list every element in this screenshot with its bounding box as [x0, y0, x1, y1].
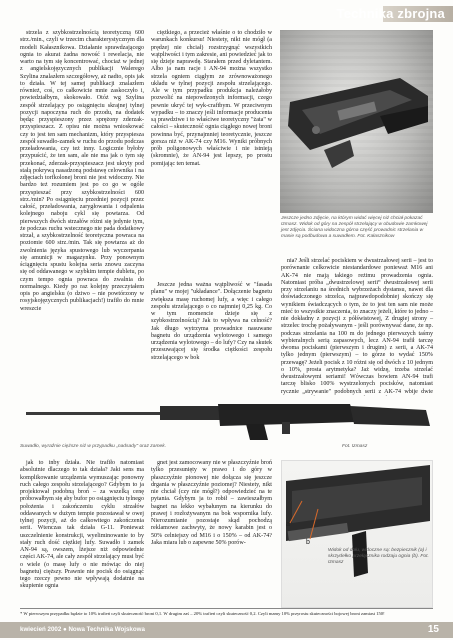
footnote-divider — [20, 608, 433, 609]
mechanism-photo — [280, 30, 433, 213]
underside-photo-caption: Widok od dołu, widoczne są: bezpiecznik (a) i skrzydełko przełącznika rodzaju ognia (b). Fot. Izmasz — [328, 548, 429, 565]
photo-caption-top: Jeszcze jedno zdjęcie, na którym widać więcej niż chciał pokazać Izmasz. Widok od góry na zespół strzelający w obudowie zamkowej jest zdjęcia. Ściana widoczna górna część prowadnic strzelania w masie są podbudowa a suwadłem. Fot. Kałasznikow — [281, 216, 428, 239]
article-text: Jeszcze jedna ważna wątpliwość w "fasada planu" w mojej "układance". Dołączenie bagnetu zwiększa masę ruchomej lufy, a więc i całego zespołu strzelającego o co najmniej 0,25 kg. Co w tym momencie dzieje się z szybkostrzelnością? Jak to wpływa na celność? Jak długo wytrzyma prowadnice nasuwane bagnetu do urządzenia wylotowego i samego urządzenia wylotowego – do lufy? Czy na skutek przesuwającej się środka ciężkości zespołu strzelającego w bok — [151, 282, 272, 361]
grip-shape — [282, 422, 290, 434]
rifle-photo-credit: Fot. Izmasz — [342, 444, 368, 449]
section-title: Technika zbrojna — [336, 6, 445, 21]
rifle-photo — [20, 396, 433, 442]
publication-info: kwiecień 2002 ● Nowa Technika Wojskowa — [20, 626, 145, 633]
footnote: * W pierwszym przypadku będzie to 10% trafień czyli skuteczność broni 0,1. W drugim zaś – 20% trafień czyli skuteczność 0,2. Czyli mamy 10% przyrostu skuteczności bojowej broni zamiast 150! — [20, 611, 385, 616]
magazine-well-shape — [324, 140, 354, 168]
mechanism-illustration — [280, 30, 433, 213]
underside-photo — [281, 460, 433, 608]
stock-shape — [350, 406, 430, 426]
article-text: nia? Jeśli strzelać pociskiem w dwustrzałowej serii – jest to porównanie celkowicie niestandardowe ponieważ M16 ani AK-74 nie mają takiego reżimu prowadzenia ognia. Natomiast próba „dwustrzelowej serii“ dwustrzałowej serii przy strzelaniu na średnich wybrzeżach dystansu, nawet dla doświadczonego strzelca, najprawdopodobniej skończy się wynikiem świadczących o tym, że to jest ten sam nie może mieć to wszystkie znaczenia, to znaczy jeżeli, które to jedno – nie dokładny z pozycji z półświstowej, Z drugiej strony – strzelec trochę pożaływanym - jeśli porównywać dane, że np. podczas strzelania na 100 m do jednego pierwszych taśmy wybieralnych serią zapasowych, lecz AN-94 trafił tarczę dwoma pociskami (pierwszym i drugim) z serii, a AK-74 tylko jednym (pierwszym) – to górze to wydać 150% przewagę? Jeżeli pocisk z 10 różni się od dwóch z 10 jednym o 10%, prosta arytmetyka? Jaż widzę, trzeba strzelać dwustrzałowymi seriami! Wówczas bowiem AN-94 trafi tarczę blisko 100% wystrzelonych pocisków, natomiast rycznie „strywanie" podobnych serii z AK-74 wbije dwie — [281, 258, 433, 395]
article-text: ciężkiego, a przecież właśnie o to chodziło w warunkach konkursu! Niestety, nikt nie mógł (a prędzej nie chciał) rozstrzygnąć wszystkich wątpliwości i tym zakresie, ani powiedzieć jak to się dzieje naprawdę. Starałem przed dyletantem. Albo ja nam racje i AN-94 można wszystko strzela ogniem ciągłym ze zrównoważonego układu w tylnej pozycji zespołu strzelającego. Ale w tym przypadku produkcja należałoby pozwolić na niepowdzonych informacji, czego pewnie ukryć tej wyk-craftbym. W przeciwnym wypadku – to znaczy jeśli informacje producenta są prawdziwe i to właściwe teoretyczny "żata" w całości – skuteczność ognia ciągłego nowej broni powinna być, przynajmniej teoretycznie, jeszcze gorsza niż w AK-74 czy M16. Wyniki próbnych prób poligonowych właściwie i nie istnieją (skromnie), że AN-94 jest lepszy, po prostu pomijając ten temat. — [151, 30, 272, 167]
page-number: 15 — [427, 624, 439, 635]
article-column-3 — [281, 258, 433, 408]
article-column-2b — [151, 282, 272, 362]
article-text: gnet jest zamocowany nie w płaszczyźnie broń tylko przesunięty w prawo i do góry w płaszczyźnie pionowej nie dołącza się jeszcze drgania w płaszczyźnie poziomej? Niestety, nikt nie chciał (czy nie mógł?) odpowiedzieć na te pytania. Gdybym ja to robił – zawieszałbym bagnet na lekko wybałunym na kierunku do prawej i rozłożywanym na bok wspornika lufy. Nierozumianie pozostaje skąd pochodzą reklamowe zachwyty, że nowy karabin jest o 50% celniejszy od M16 i o 150% – od AK-74? Jaka miara lub o zapewne 50% porów- — [151, 460, 272, 546]
barrel-shape — [26, 412, 176, 415]
article-text: strzela z szybkostrzelnością teoretyczną 600 strz./min., czyli w trzecim charakterystycznym dla modeli Kałasznikowa. Działanie sprawdzającego ognia to akurat żadna nowość i rewelacja, nie warto na tym się koncentrować, chociaż w jednej z angielskojęzycznych publikacji Walerego Szylina znalazłem szczegółowy, aż nadto, opis jak to działa. W tej samej publikacji znalazłem również, coś, co całkowicie mnie zaskoczyło i, powiedziałbym, skokowało. Otóż wg Szylina zespół strzelający po osiągnięciu skrajnej tylnej pozycji napoczyna ruch do przodu, na dodatek będąc przyspieszony przez sprężony zderzak-przyspieszacz. Z opisu nie można wnioskować czy to jest ten sam mechanizm, który przyspiesza zespół suwadło-zamek w ruchu do przodu podczas przeładowania, czy też inny. Logicznie byłoby przypuścić, że ten sam, ale nie ma jak o tym się przekonać, zderzak-przyspieszacz jest ukryty pod stałą pokrywą nasadzoną podstawę celownika i na zdjęciach torfkolonej broni nie jest widoczny. Nie bardzo też rozumiem jest po co go w ogóle przyspieszać przy szybkostrzelności 600 strz./min? Po osiągnięciu przedniej pozycji przez całość, przeładowania, zarygłowania i odpalenia kolejnego naboju cykl się powtarza. Od pierwszych dwóch strzałów różni się jedynie tym, że podczas ruchu wstecznego nie pada dodatkowy strzał, a szybkostrzelność teoretyczna powraca na poziomie 600 strz./min. Tak się powtarza aż do zwolnienia języka spustowego lub wyczerpania się amunicji w magazynku. Przy ponownym ściągnięciu spustu kolejna seria znowu zaczyna się od oddawanego w szybkim tempie dubletu, po czym tempo ognia powraca do zwalnia do normalnego. Kiedy po raz kolejny przeczytałem opis po angielsku (o dziwo – nie powtórzony w rosyjskojęzycznych publikacjach!) trafiło do mnie wreszcie — [20, 30, 144, 312]
article-column-1 — [20, 30, 144, 398]
article-column-5 — [151, 460, 272, 608]
handguard-shape — [160, 406, 220, 420]
rifle-photo-caption: Suwadło, wyraźnie cięższe niż w przypadku „nadsady" oraz zamek. — [20, 444, 167, 449]
article-column-2 — [151, 30, 272, 280]
article-column-4 — [20, 460, 144, 608]
underside-illustration — [282, 461, 434, 609]
callout-label-b: b — [306, 539, 310, 546]
rifle-illustration — [20, 396, 433, 442]
magazine-shape — [246, 424, 268, 440]
callout-label-a: a — [286, 521, 290, 528]
article-text: jak to inby działa. Nie trafiło natomiast absolutnie dlaczego to tak działa? Jaki sens ma komplikowanie urządzenia wymuszając ponowny ruch całego zespołu strzelającego? Gdybym to ja projektował podobną broń – za wszelką cenę próbowałbym się aby bufor po osiągnięciu tylnego położenia i zakończeniu cyklu strzałów oddawanych w dużym tempie pozostawał w owej tylnej pozycji, aż do całkowitego zakończenia serii. Wtenczas tak działa G-11. Ponieważ uszczelnienie konstrukcji, wyeliminowanie to by stały ruch dość ciężkiej lufy. Suwadło i zamek AN-94 są, owszem, lżejsze niż odpowiednie części AK-74, ale cały zespół strzelający musi być o wiele (o masę lufy o nie mówiąc do niej bagnetu) cięższy. Prawnie nie pocisk do osiągnąć tego rzeczy pewno nie wpływają dodatnie na skupienie ognia — [20, 460, 144, 590]
pin-shape — [312, 126, 320, 134]
